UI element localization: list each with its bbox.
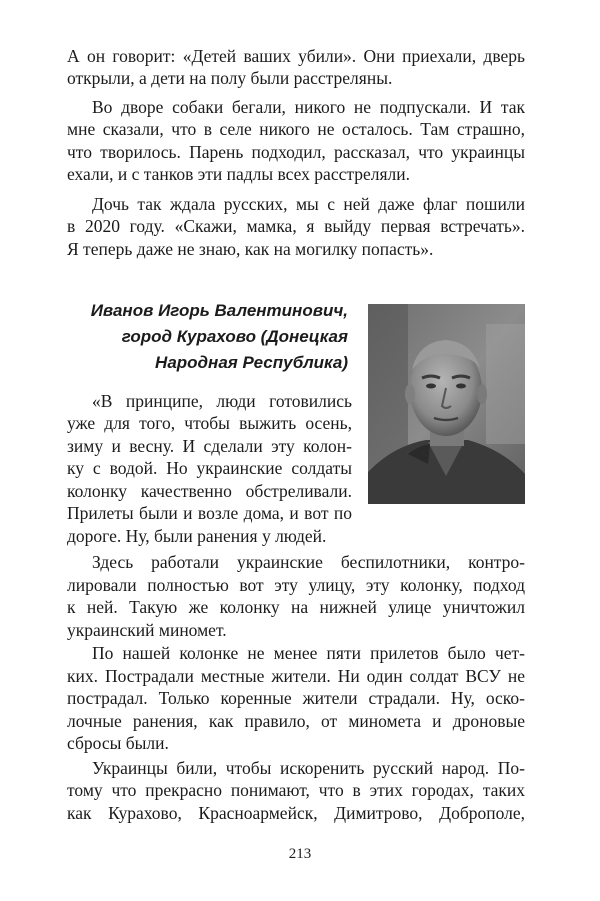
portrait-photo <box>368 304 525 504</box>
paragraph1-line: открыли, а дети на полу были расстреляны. <box>67 68 393 88</box>
paragraph7-line: тому что прекрасно понимают, что в этих городах, таких <box>67 780 525 800</box>
paragraph4-line: дороге. Ну, были ранения у людей. <box>67 526 327 546</box>
section-heading-line: город Курахово (Донецкая <box>121 327 348 346</box>
paragraph2-line: мне сказали, что в селе никого не осталось. Там страшно, <box>67 119 525 139</box>
paragraph1-line: А он говорит: «Детей ваших убили». Они приехали, дверь <box>67 46 525 66</box>
paragraph3-line: Я теперь даже не знаю, как на могилку попасть». <box>67 239 434 259</box>
paragraph3-line: Дочь так ждала русских, мы с ней даже флаг пошили <box>92 194 525 214</box>
paragraph6-line: пострадал. Только коренные жители страдали. Ну, оско- <box>67 688 525 708</box>
paragraph4-line: «В принципе, люди готовились <box>92 391 352 411</box>
paragraph7-line: Украинцы били, чтобы искоренить русский народ. По- <box>92 758 525 778</box>
paragraph2-line: Во дворе собаки бегали, никого не подпускали. И так <box>92 97 525 117</box>
paragraph5-line: к ней. Такую же колонку на нижней улице уничтожил <box>67 597 525 617</box>
paragraph2-line: ехали, и с танков эти падлы всех расстреляли. <box>67 164 410 184</box>
paragraph5-line: лировали полностью вот эту улицу, эту колонку, подход <box>67 575 525 595</box>
paragraph6-line: По нашей колонке не менее пяти прилетов было чет- <box>92 643 525 663</box>
paragraph5-line: Здесь работали украинские беспилотники, контро- <box>92 552 525 572</box>
paragraph6-line: ких. Пострадали местные жители. Ни один солдат ВСУ не <box>67 666 525 686</box>
paragraph7-line: как Курахово, Красноармейск, Димитрово, Доброполе, <box>67 803 525 823</box>
paragraph6-line: лочные ранения, как правило, от миномета и дроновые <box>67 711 525 731</box>
paragraph4-line: уже для того, чтобы выжить осень, <box>67 413 352 433</box>
paragraph2-line: что творилось. Парень подходил, рассказал, что украинцы <box>67 142 525 162</box>
section-heading-line: Народная Республика) <box>155 353 348 372</box>
paragraph4-line: Прилеты были и возле дома, и вот по <box>67 503 352 523</box>
paragraph6-line: сбросы были. <box>67 733 169 753</box>
paragraph4-line: ку с водой. Но украинские солдаты <box>67 458 352 478</box>
paragraph4-line: зиму и весну. И сделали эту колон- <box>67 436 352 456</box>
section-heading-line: Иванов Игорь Валентинович, <box>90 301 348 320</box>
paragraph4-line: колонку качественно обстреливали. <box>67 481 352 501</box>
paragraph3-line: в 2020 году. «Скажи, мамка, я выйду первая встречать». <box>67 216 525 236</box>
page-number: 213 <box>288 846 312 862</box>
paragraph5-line: украинский миномет. <box>67 620 227 640</box>
